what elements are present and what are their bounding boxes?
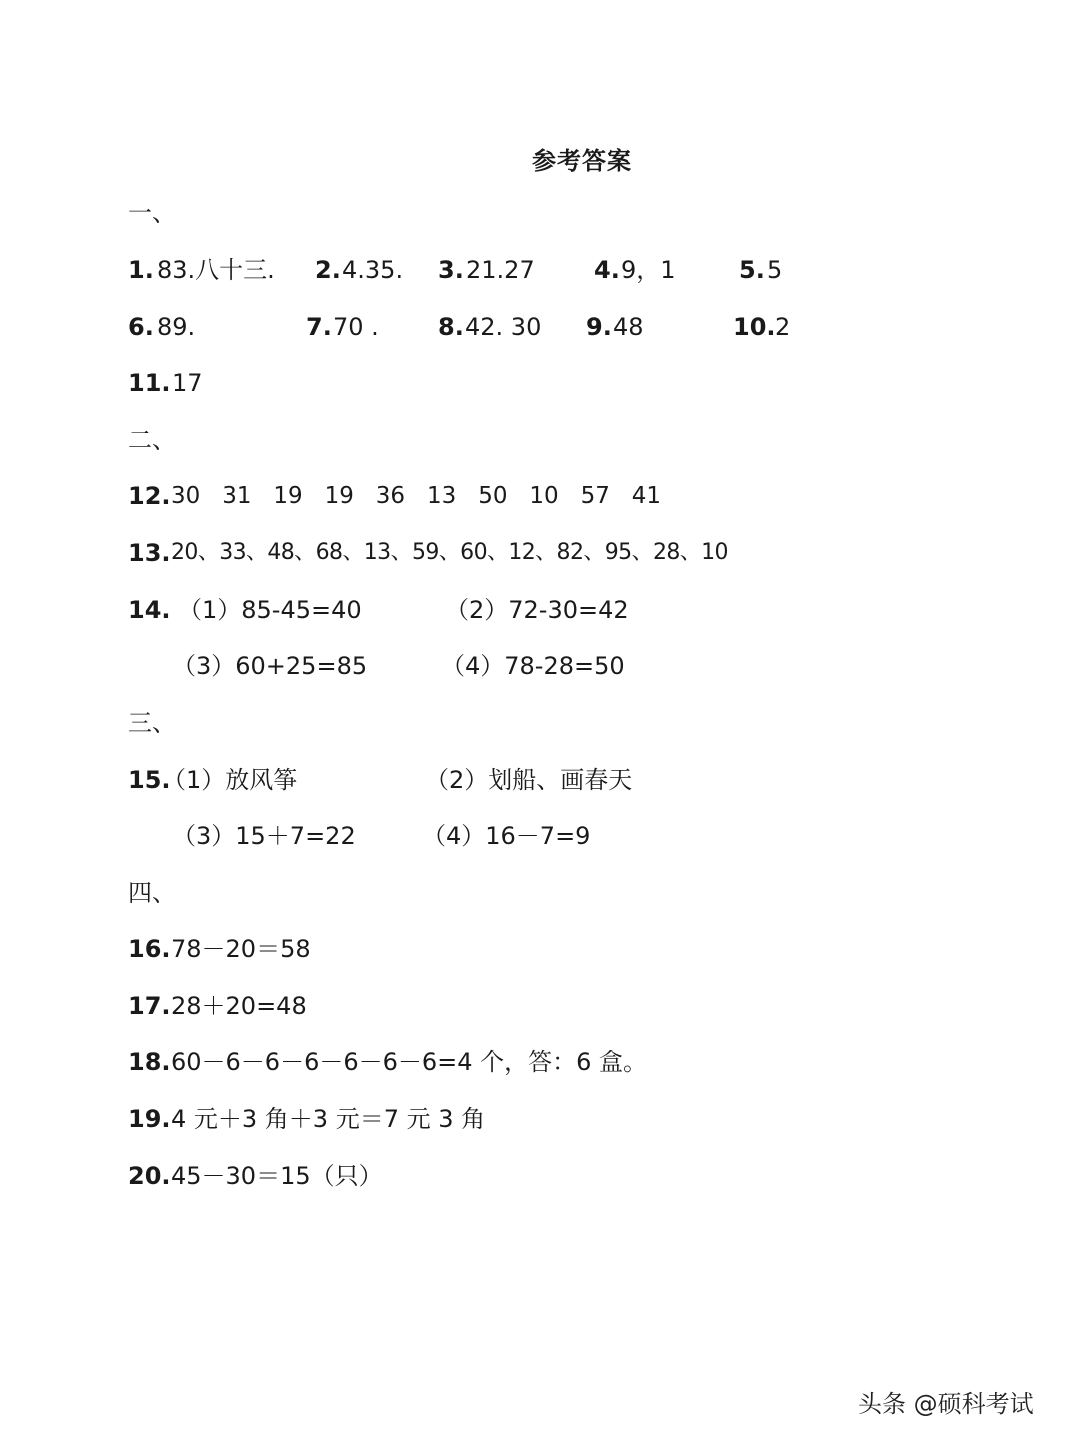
- q1-number: 1.: [128, 256, 154, 284]
- q6-answer: 89.: [157, 313, 196, 341]
- q16-number: 16.: [128, 935, 171, 963]
- q7-answer: 70 .: [333, 313, 379, 341]
- q4-answer: 9，1: [621, 256, 676, 284]
- watermark: 头条 @硕科考试: [858, 1390, 1034, 1418]
- q3-answer: 21.27: [466, 256, 535, 284]
- q14-part-2: （2）72-30=42: [445, 596, 629, 624]
- q15-number: 15.: [128, 766, 171, 794]
- section-1-heading: 一、: [128, 199, 176, 227]
- q14-part-1: （1）85-45=40: [178, 596, 362, 624]
- q14-number: 14.: [128, 596, 171, 624]
- q15-part-2: （2）划船、画春天: [425, 766, 633, 794]
- q9-number: 9.: [586, 313, 612, 341]
- page-title: 参考答案: [532, 147, 632, 175]
- q14-part-3: （3）60+25=85: [172, 652, 368, 680]
- q11-number: 11.: [128, 369, 171, 397]
- section-4-heading: 四、: [128, 879, 176, 907]
- q20-number: 20.: [128, 1162, 171, 1190]
- q13-number: 13.: [128, 539, 171, 567]
- q12-number: 12.: [128, 482, 171, 510]
- q15-part-1: （1）放风筝: [162, 766, 298, 794]
- q17-answer: 28＋20=48: [171, 992, 307, 1020]
- q16-answer: 78－20＝58: [171, 935, 311, 963]
- q7-number: 7.: [306, 313, 332, 341]
- q19-answer: 4 元＋3 角＋3 元＝7 元 3 角: [171, 1105, 486, 1133]
- q5-answer: 5: [767, 256, 783, 284]
- q5-number: 5.: [739, 256, 765, 284]
- q20-answer: 45－30＝15（只）: [171, 1162, 383, 1190]
- q4-number: 4.: [594, 256, 620, 284]
- q11-answer: 17: [172, 369, 203, 397]
- q13-answer: 20、33、48、68、13、59、60、12、82、95、28、10: [171, 540, 728, 565]
- q19-number: 19.: [128, 1105, 171, 1133]
- q10-number: 10.: [733, 313, 776, 341]
- q12-answer: 30 31 19 19 36 13 50 10 57 41: [171, 483, 662, 509]
- q2-number: 2.: [315, 256, 341, 284]
- q17-number: 17.: [128, 992, 171, 1020]
- q1-answer: 83.八十三.: [157, 256, 275, 284]
- q3-number: 3.: [438, 256, 464, 284]
- q6-number: 6.: [128, 313, 154, 341]
- q9-answer: 48: [613, 313, 644, 341]
- q15-part-4: （4）16－7=9: [422, 822, 591, 850]
- q2-answer: 4.35.: [342, 256, 404, 284]
- q14-part-4: （4）78-28=50: [441, 652, 625, 680]
- q18-number: 18.: [128, 1048, 171, 1076]
- q8-number: 8.: [438, 313, 464, 341]
- section-2-heading: 二、: [128, 426, 176, 454]
- q18-answer: 60－6－6－6－6－6－6=4 个，答：6 盒。: [171, 1048, 648, 1076]
- q10-answer: 2: [775, 313, 791, 341]
- section-3-heading: 三、: [128, 709, 176, 737]
- q15-part-3: （3）15＋7=22: [172, 822, 356, 850]
- q8-answer: 42. 30: [465, 313, 542, 341]
